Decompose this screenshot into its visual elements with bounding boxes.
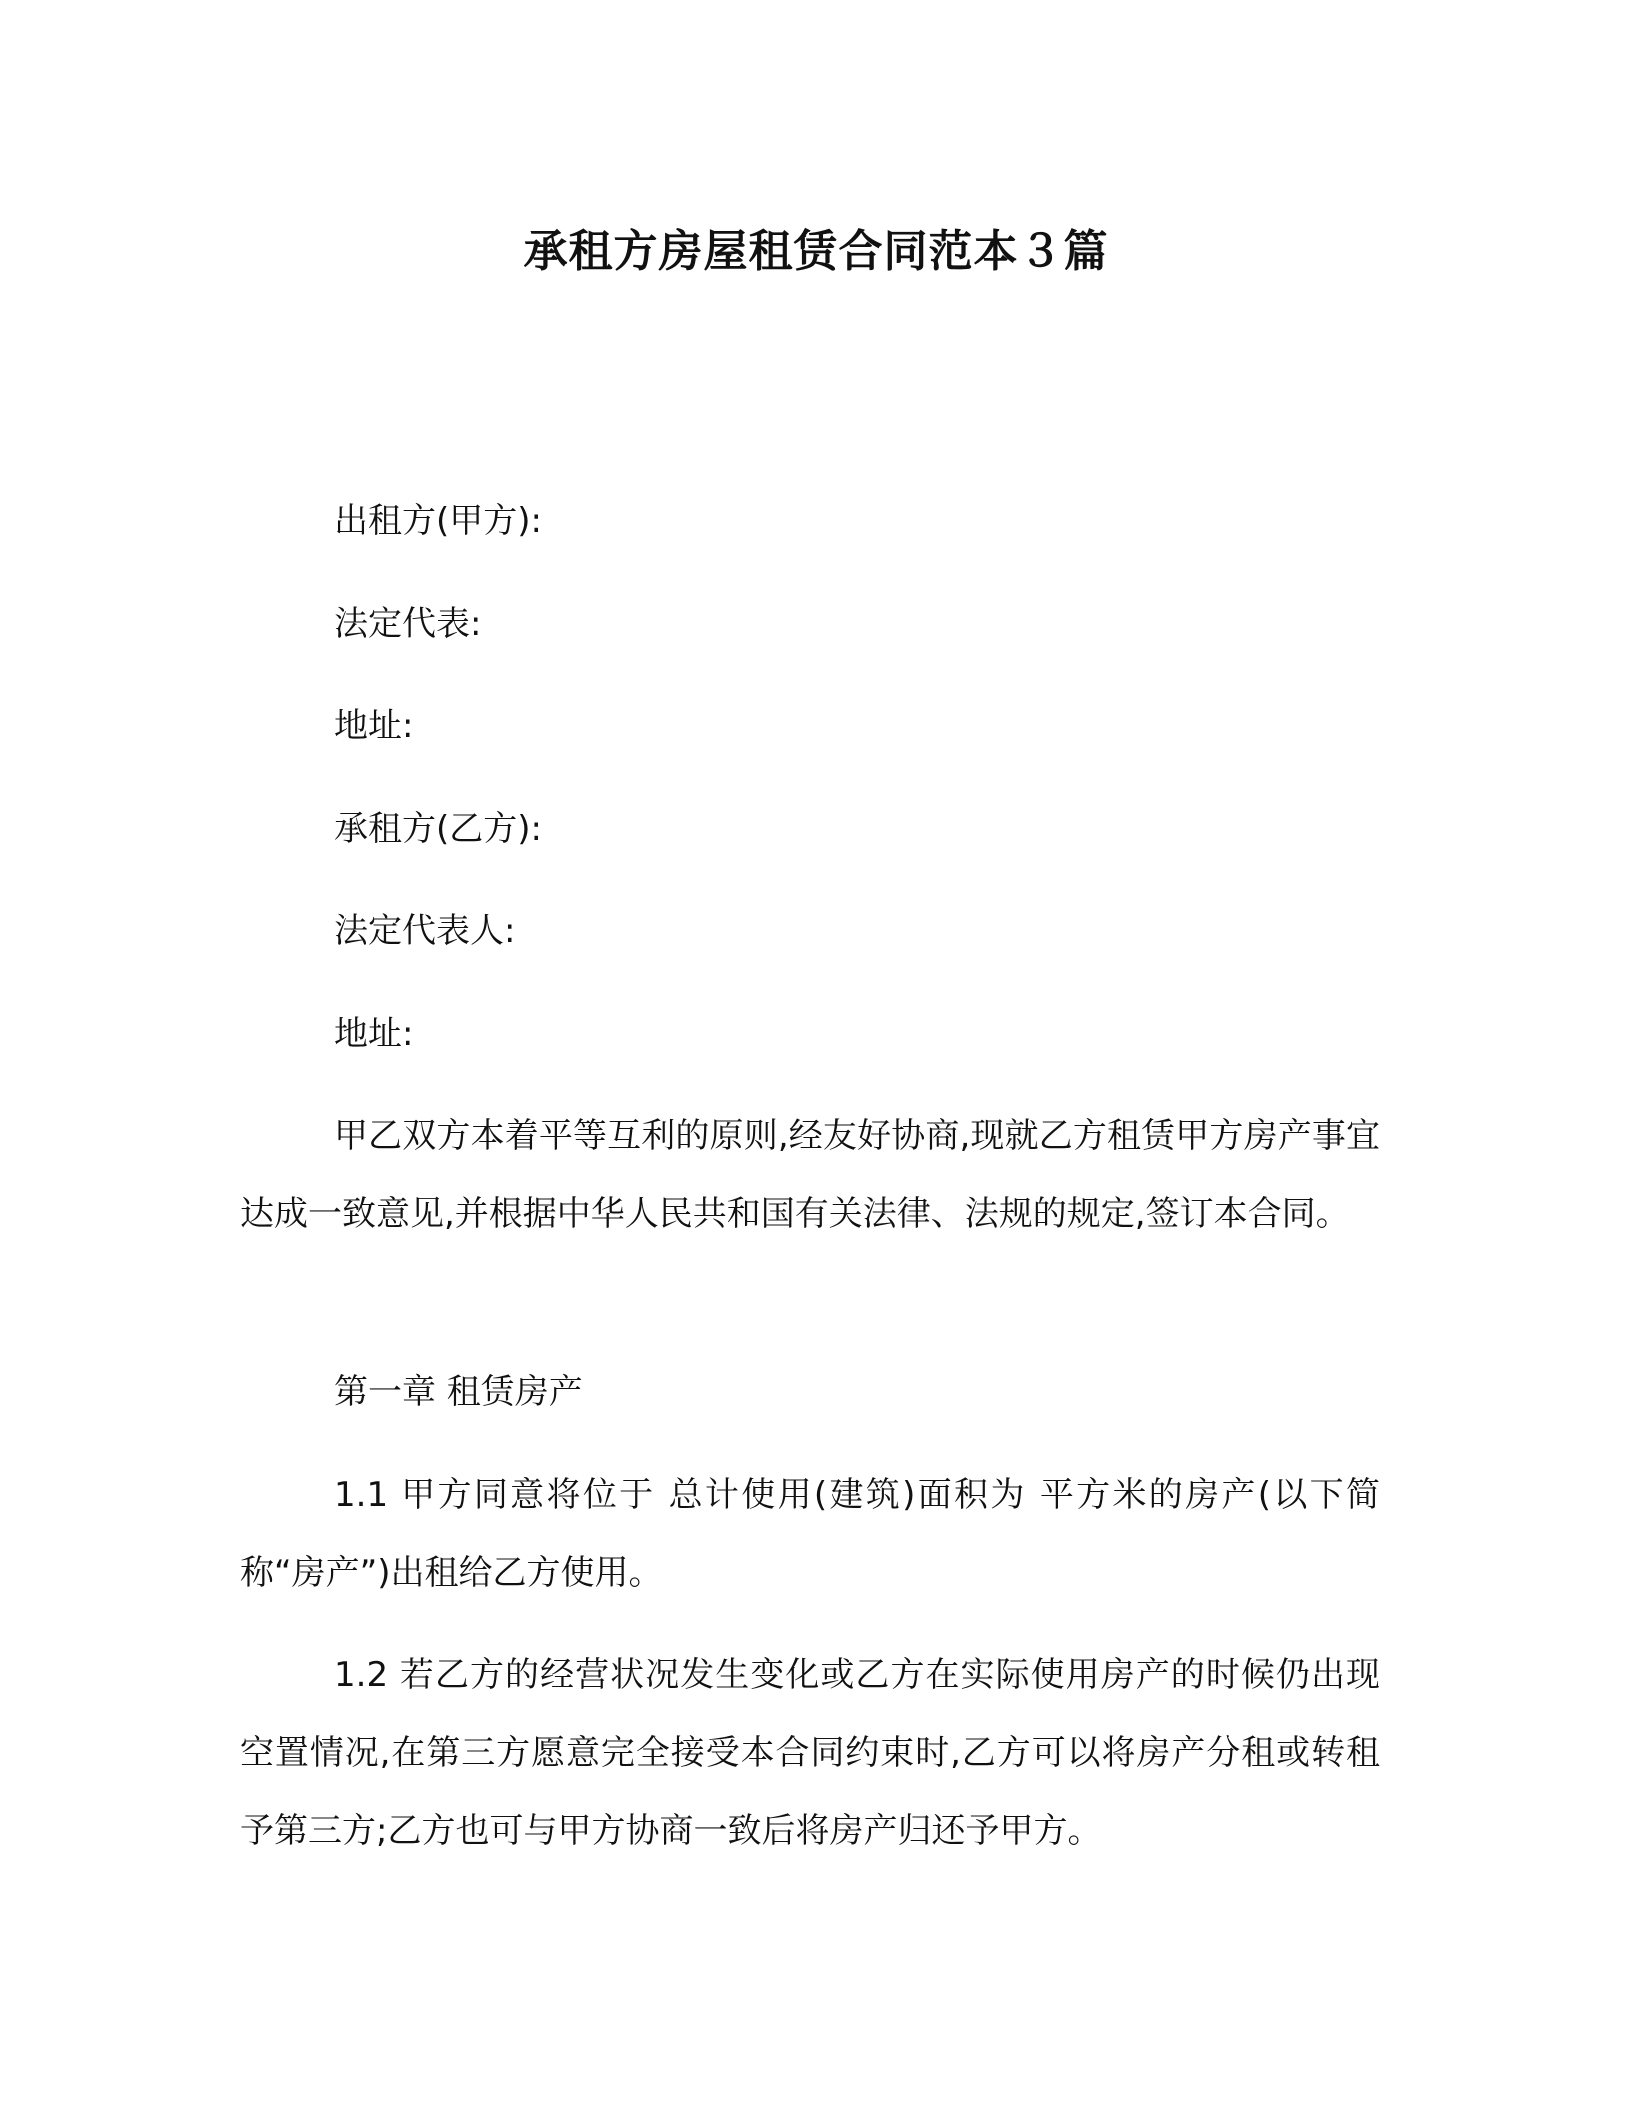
preamble-paragraph: 甲乙双方本着平等互利的原则,经友好协商,现就乙方租赁甲方房产事宜达成一致意见,并根据中华人民共和国有关法律、法规的规定,签订本合同。 [240, 1116, 1380, 1234]
clause-1-2: 1.2 若乙方的经营状况发生变化或乙方在实际使用房产的时候仍出现空置情况,在第三方愿意完全接受本合同约束时,乙方可以将房产分租或转租予第三方;乙方也可与甲方协商一致后将房产归还予甲方。 [240, 1655, 1380, 1851]
lessee-legal-representative-field: 法定代表人: [334, 911, 516, 951]
chapter-heading: 第一章 租赁房产 [334, 1372, 583, 1412]
lessor-field: 出租方(甲方): [334, 501, 542, 541]
lessor-address-field: 地址: [334, 706, 414, 746]
lessee-address-field: 地址: [334, 1014, 414, 1054]
clause-1-1: 1.1 甲方同意将位于 总计使用(建筑)面积为 平方米的房产(以下简称“房产”)出租给乙方使用。 [240, 1475, 1380, 1593]
document-title: 承租方房屋租赁合同范本３篇 [523, 226, 1109, 277]
lessor-legal-representative-field: 法定代表: [334, 604, 482, 644]
lessee-field: 承租方(乙方): [334, 809, 542, 849]
